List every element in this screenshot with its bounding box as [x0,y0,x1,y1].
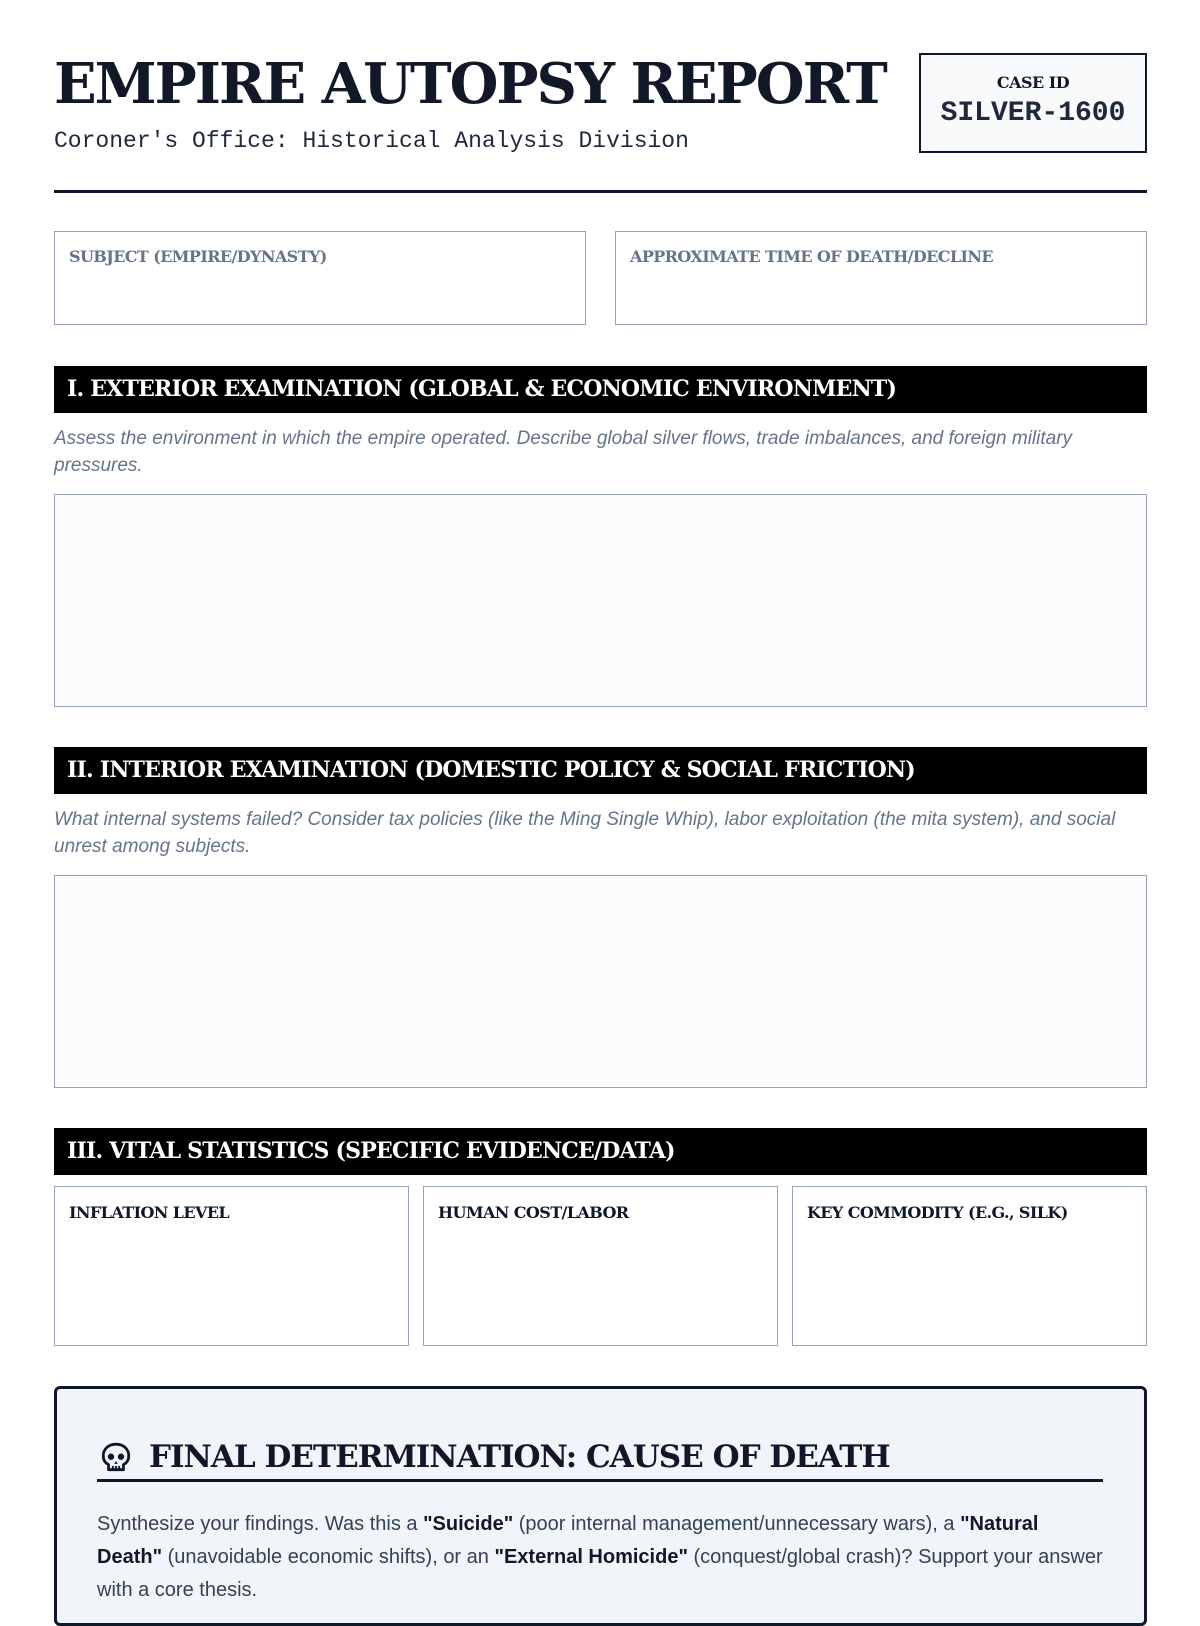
section-exterior-prompt: Assess the environment in which the empire operated. Describe global silver flows, trade imbalances, and foreign military pressures. [54,428,1073,476]
time-of-death-field[interactable] [615,231,1147,325]
section-interior-header: II. INTERIOR EXAMINATION (DOMESTIC POLICY & SOCIAL FRICTION) [54,747,1147,794]
report-header [54,0,1147,193]
final-determination-heading [97,1437,1103,1482]
interior-answer-box[interactable] [54,875,1147,1088]
final-text-part: Synthesize your findings. Was this a [97,1513,424,1535]
final-text-part: (poor internal management/unnecessary wars), a [513,1513,961,1535]
final-text-part: (unavoidable economic shifts), or an [162,1546,495,1568]
human-cost-field[interactable] [423,1186,778,1346]
section-interior-prompt: What internal systems failed? Consider tax policies (like the Ming Single Whip), labor exploitation (the mita system), and social unrest among subjects. [54,809,1116,857]
section-vital-stats-header: III. VITAL STATISTICS (SPECIFIC EVIDENCE/DATA) [54,1128,1147,1175]
final-determination-instructions [97,1508,1103,1607]
final-determination-title: FINAL DETERMINATION: CAUSE OF DEATH [149,1439,890,1475]
key-commodity-field[interactable] [792,1186,1147,1346]
subject-field-label: SUBJECT (EMPIRE/DYNASTY) [69,247,327,266]
case-id-box [919,53,1147,153]
autopsy-report-page [54,0,1147,1601]
subject-field[interactable] [54,231,586,325]
case-id-value: SILVER-1600 [940,98,1126,129]
final-text-part: (conquest/global crash)? Support your answer with a core thesis. [97,1546,1103,1601]
key-commodity-label: KEY COMMODITY (E.G., SILK) [807,1203,1068,1222]
skull-icon [99,1441,133,1475]
term-natural-death: "Natural Death" [97,1513,1039,1568]
human-cost-label: HUMAN COST/LABOR [438,1203,629,1222]
time-of-death-field-label: APPROXIMATE TIME OF DEATH/DECLINE [630,247,994,266]
info-fields [54,231,1147,325]
page-subtitle: Coroner's Office: Historical Analysis Division [54,128,689,154]
section-exterior-header: I. EXTERIOR EXAMINATION (GLOBAL & ECONOMIC ENVIRONMENT) [54,366,1147,413]
page-title: EMPIRE AUTOPSY REPORT [54,51,886,117]
term-suicide: "Suicide" [423,1513,514,1535]
inflation-level-label: INFLATION LEVEL [69,1203,230,1222]
case-id-label: CASE ID [996,73,1070,92]
final-determination-box [54,1386,1147,1626]
exterior-answer-box[interactable] [54,494,1147,707]
inflation-level-field[interactable] [54,1186,409,1346]
term-external-homicide: "External Homicide" [494,1546,688,1568]
